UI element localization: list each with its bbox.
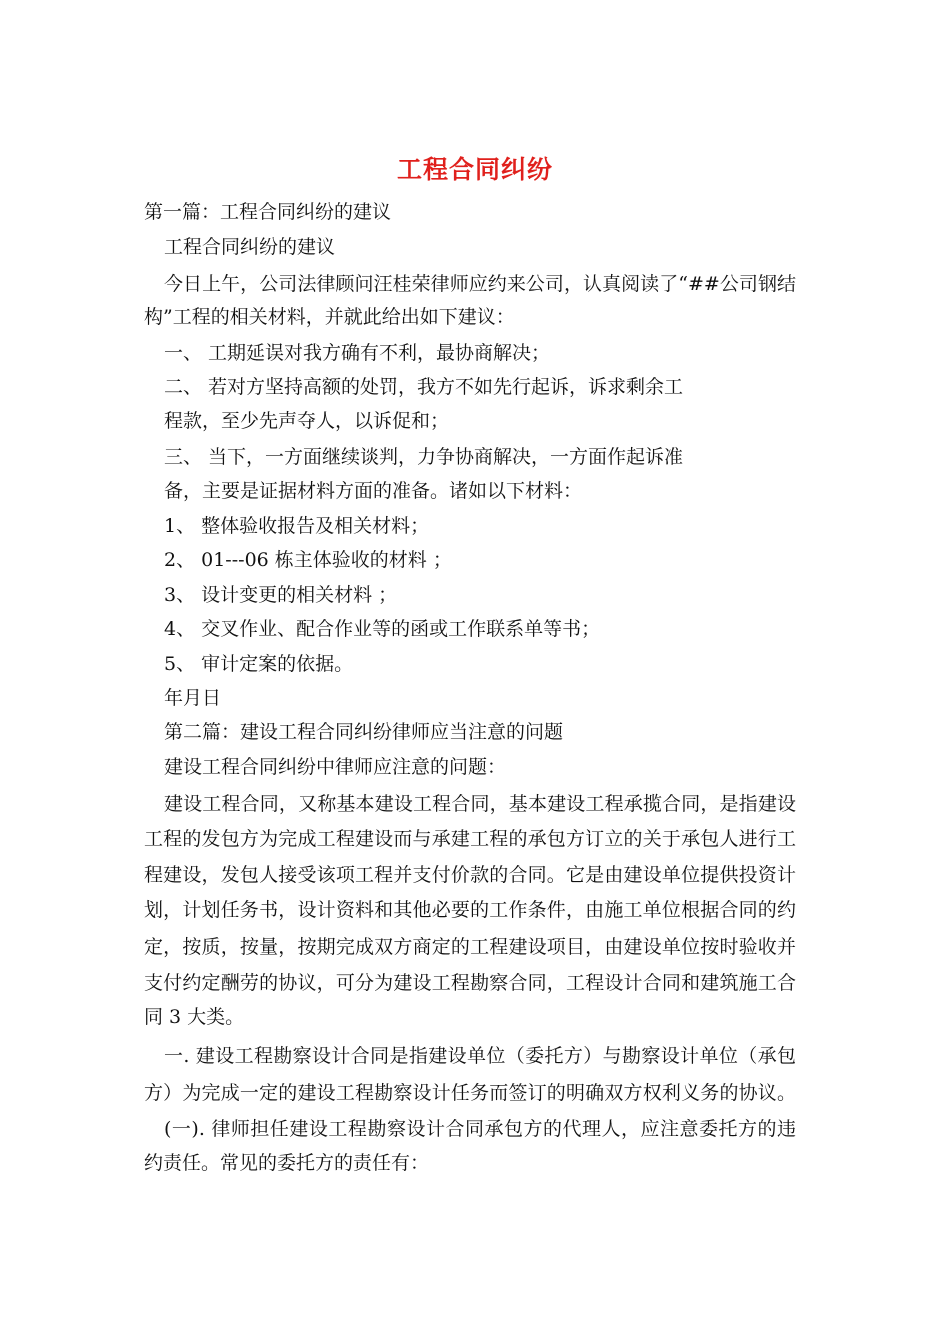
paragraph-line: 程建设，发包人接受该项工程并支付价款的合同。它是由建设单位提供投资计 bbox=[144, 864, 796, 886]
paragraph-line: 同 3 大类。 bbox=[144, 1006, 245, 1028]
list-item: 二、 若对方坚持高额的处罚，我方不如先行起诉，诉求剩余工 bbox=[164, 376, 684, 398]
section1-intro-line: 构”工程的相关材料，并就此给出如下建议： bbox=[144, 306, 515, 328]
paragraph-line: (一). 律师担任建设工程勘察设计合同承包方的代理人，应注意委托方的违 bbox=[164, 1118, 796, 1140]
list-item: 5、 审计定案的依据。 bbox=[164, 653, 354, 675]
list-item: 1、 整体验收报告及相关材料； bbox=[164, 515, 430, 537]
paragraph-line: 划，计划任务书，设计资料和其他必要的工作条件，由施工单位根据合同的约 bbox=[144, 899, 796, 921]
paragraph-line: 一. 建设工程勘察设计合同是指建设单位（委托方）与勘察设计单位（承包 bbox=[164, 1045, 796, 1067]
list-item-continuation: 程款，至少先声夺人，以诉促和； bbox=[164, 410, 450, 432]
document-title: 工程合同纠纷 bbox=[396, 155, 553, 184]
section1-subheading: 工程合同纠纷的建议 bbox=[164, 236, 336, 258]
list-item: 一、 工期延误对我方确有不利，最协商解决； bbox=[164, 342, 551, 364]
paragraph-line: 建设工程合同，又称基本建设工程合同，基本建设工程承揽合同，是指建设 bbox=[164, 793, 796, 815]
paragraph-line: 约责任。常见的委托方的责任有： bbox=[144, 1152, 430, 1174]
list-item: 三、 当下，一方面继续谈判，力争协商解决，一方面作起诉准 bbox=[164, 446, 684, 468]
paragraph-line: 工程的发包方为完成工程建设而与承建工程的承包方订立的关于承包人进行工 bbox=[144, 828, 796, 850]
section2-subheading: 建设工程合同纠纷中律师应注意的问题： bbox=[164, 756, 507, 778]
section1-heading: 第一篇：工程合同纠纷的建议 bbox=[144, 201, 392, 223]
paragraph-line: 定，按质，按量，按期完成双方商定的工程建设项目，由建设单位按时验收并 bbox=[144, 936, 796, 958]
list-item: 4、 交叉作业、配合作业等的函或工作联系单等书； bbox=[164, 618, 601, 640]
list-item: 3、 设计变更的相关材料 ； bbox=[164, 584, 398, 606]
paragraph-line: 方）为完成一定的建设工程勘察设计任务而签订的明确双方权利义务的协议。 bbox=[144, 1082, 796, 1104]
date-line: 年月日 bbox=[164, 687, 222, 709]
section1-intro-line: 今日上午，公司法律顾问汪桂荣律师应约来公司，认真阅读了“##公司钢结 bbox=[164, 273, 796, 295]
list-item: 2、 01---06 栋主体验收的材料 ； bbox=[164, 549, 452, 571]
section2-heading: 第二篇：建设工程合同纠纷律师应当注意的问题 bbox=[164, 721, 564, 743]
list-item-continuation: 备，主要是证据材料方面的准备。诸如以下材料： bbox=[164, 480, 583, 502]
paragraph-line: 支付约定酬劳的协议，可分为建设工程勘察合同，工程设计合同和建筑施工合 bbox=[144, 972, 796, 994]
